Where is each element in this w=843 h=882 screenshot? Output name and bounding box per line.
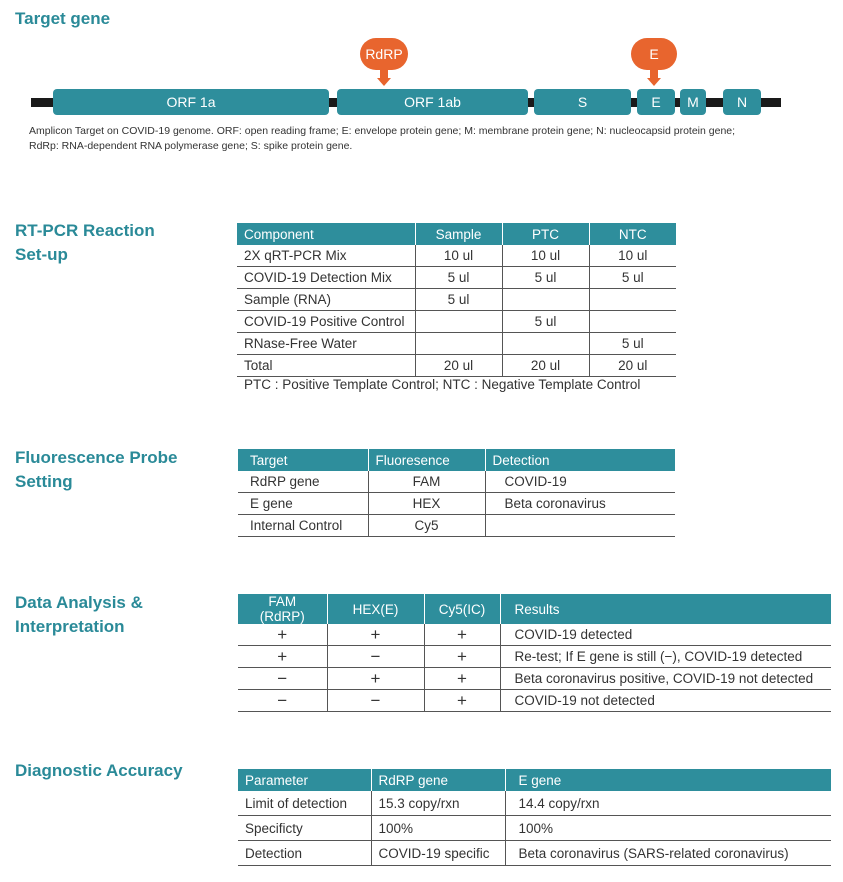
table-cell: − [327,646,424,668]
col-header: PTC [502,223,589,245]
table-cell: Beta coronavirus (SARS-related coronavirus) [505,841,831,866]
rdrp-marker [360,38,408,88]
col-header: HEX(E) [327,594,424,624]
table-cell: 14.4 copy/rxn [505,791,831,816]
analysis-heading-line2: Interpretation [15,617,125,636]
table-row [237,355,676,377]
target-gene-heading: Target gene [15,9,111,28]
e-marker [631,38,677,88]
table-cell: E gene [238,493,368,515]
table-row [237,245,676,267]
table-cell: 100% [505,816,831,841]
accuracy-table [238,769,831,866]
table-row [238,791,831,816]
table-row [238,624,831,646]
probe-heading [15,446,178,494]
table-row [238,515,675,537]
table-cell: Limit of detection [238,791,371,816]
table-row [238,690,831,712]
col-header: Detection [485,449,675,471]
table-cell: 10 ul [502,245,589,267]
table-row [237,289,676,311]
caption-line-1: Amplicon Target on COVID-19 genome. ORF: open reading frame; E: envelope protein gene; M: membrane protein gene; N: nucleocapsid protein gene; [29,125,736,137]
table-cell: FAM [368,471,485,493]
table-cell: RNase-Free Water [237,333,415,355]
table-cell [485,515,675,537]
table-cell: 10 ul [589,245,676,267]
table-cell: 5 ul [589,267,676,289]
gene-orf1a: ORF 1a [53,89,329,115]
col-header: Cy5(IC) [424,594,500,624]
table-header-row [237,223,676,245]
probe-table [238,449,675,537]
analysis-table [238,594,831,712]
rtpcr-heading-line1: RT-PCR Reaction [15,221,155,240]
col-header: Sample [415,223,502,245]
table-header-row [238,594,831,624]
table-cell: Sample (RNA) [237,289,415,311]
table-row [238,471,675,493]
table-cell: 15.3 copy/rxn [371,791,505,816]
table-cell: RdRP gene [238,471,368,493]
table-cell: 20 ul [502,355,589,377]
table-cell: Re-test; If E gene is still (−), COVID-19 detected [500,646,831,668]
col-header: Target [238,449,368,471]
col-header: FAM (RdRP) [238,594,327,624]
table-cell: Beta coronavirus positive, COVID-19 not detected [500,668,831,690]
table-row [237,311,676,333]
table-cell: Cy5 [368,515,485,537]
gene-orf1ab: ORF 1ab [337,89,528,115]
table-cell: Total [237,355,415,377]
rtpcr-footnote: PTC : Positive Template Control; NTC : Negative Template Control [244,377,641,392]
table-row [237,333,676,355]
table-cell: 5 ul [415,289,502,311]
table-cell: Specificty [238,816,371,841]
table-cell: + [238,646,327,668]
table-cell: + [424,624,500,646]
table-cell: 5 ul [502,267,589,289]
gene-n: N [723,89,761,115]
table-cell: COVID-19 [485,471,675,493]
table-cell [589,289,676,311]
table-cell: COVID-19 not detected [500,690,831,712]
table-cell: COVID-19 Detection Mix [237,267,415,289]
table-cell: + [424,668,500,690]
table-cell: Detection [238,841,371,866]
col-header: Results [500,594,831,624]
e-marker-label: E [631,38,677,70]
rdrp-arrow-icon [377,78,391,86]
table-cell: COVID-19 detected [500,624,831,646]
table-cell: + [424,690,500,712]
table-row [238,668,831,690]
table-cell: 2X qRT-PCR Mix [237,245,415,267]
e-arrow-icon [647,78,661,86]
rtpcr-heading [15,219,155,267]
probe-heading-line2: Setting [15,472,73,491]
table-cell [502,333,589,355]
table-cell [415,311,502,333]
table-cell: 20 ul [589,355,676,377]
table-cell: + [424,646,500,668]
table-cell: 100% [371,816,505,841]
table-cell: COVID-19 Positive Control [237,311,415,333]
accuracy-heading: Diagnostic Accuracy [15,761,183,780]
rdrp-marker-label: RdRP [360,38,408,70]
table-header-row [238,769,831,791]
table-row [238,841,831,866]
gene-m: M [680,89,706,115]
table-cell: + [238,624,327,646]
rtpcr-heading-line2: Set-up [15,245,68,264]
gene-s: S [534,89,631,115]
e-marker-stem [650,68,658,78]
rtpcr-table [237,223,676,377]
col-header: Parameter [238,769,371,791]
analysis-heading [15,591,143,639]
table-cell [415,333,502,355]
table-cell: Beta coronavirus [485,493,675,515]
table-cell: − [238,690,327,712]
col-header: E gene [505,769,831,791]
table-cell: + [327,624,424,646]
table-cell: 20 ul [415,355,502,377]
table-cell: 5 ul [502,311,589,333]
table-cell: COVID-19 specific [371,841,505,866]
table-cell: 5 ul [415,267,502,289]
table-cell [502,289,589,311]
analysis-heading-line1: Data Analysis & [15,593,143,612]
table-cell: HEX [368,493,485,515]
table-header-row [238,449,675,471]
rdrp-marker-stem [380,68,388,78]
genome-caption [29,124,819,154]
col-header: RdRP gene [371,769,505,791]
table-row [238,493,675,515]
table-cell: 10 ul [415,245,502,267]
table-cell: 5 ul [589,333,676,355]
col-header: Component [237,223,415,245]
table-cell [589,311,676,333]
table-row [237,267,676,289]
table-cell: − [238,668,327,690]
caption-line-2: RdRp: RNA-dependent RNA polymerase gene; S: spike protein gene. [29,140,353,152]
gene-e: E [637,89,675,115]
col-header: NTC [589,223,676,245]
col-header: Fluoresence [368,449,485,471]
table-cell: + [327,668,424,690]
table-row [238,816,831,841]
table-row [238,646,831,668]
table-cell: − [327,690,424,712]
table-cell: Internal Control [238,515,368,537]
probe-heading-line1: Fluorescence Probe [15,448,178,467]
